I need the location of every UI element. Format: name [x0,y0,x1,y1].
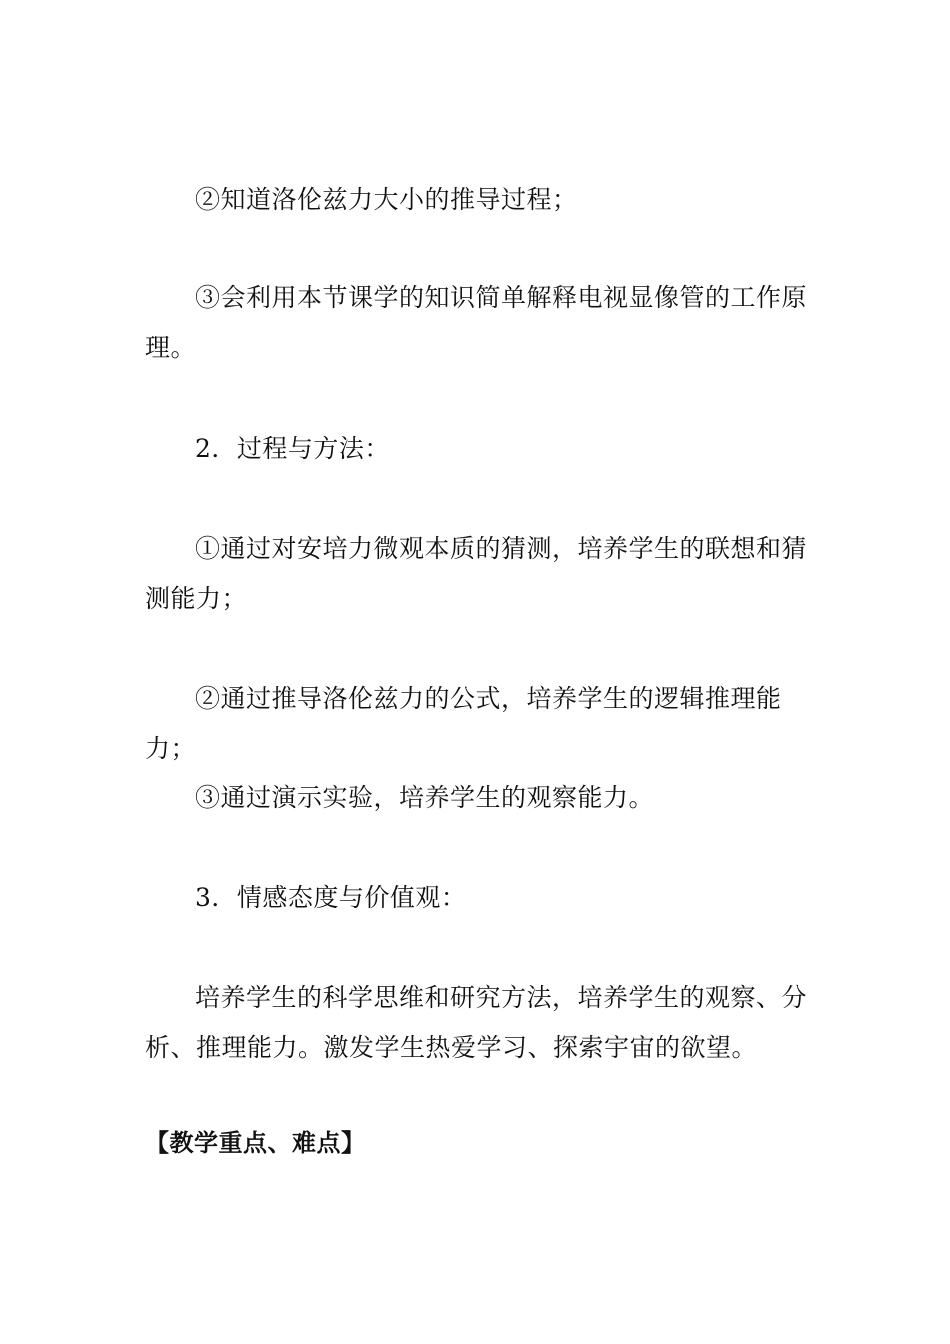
paragraph-lorentz-derivation: ②知道洛伦兹力大小的推导过程； [195,185,578,214]
section-heading-key-points: 【教学重点、难点】 [145,1129,366,1157]
paragraph-tv-tube: ③会利用本节课学的知识简单解释电视显像管的工作原理。 [145,283,808,362]
paragraph-emotion-values-title: 3．情感态度与价值观： [195,883,467,912]
paragraph-scientific-thinking: 培养学生的科学思维和研究方法，培养学生的观察、分析、推理能力。激发学生热爱学习、探索宇宙的欲望。 [145,983,808,1062]
paragraph-demo-experiment: ③通过演示实验，培养学生的观察能力。 [195,783,655,812]
paragraph-formula-derivation: ②通过推导洛伦兹力的公式，培养学生的逻辑推理能力； [145,684,782,763]
paragraph-process-method-title: 2．过程与方法： [195,434,390,463]
paragraph-ampere-guess: ①通过对安培力微观本质的猜测，培养学生的联想和猜测能力； [145,534,808,613]
